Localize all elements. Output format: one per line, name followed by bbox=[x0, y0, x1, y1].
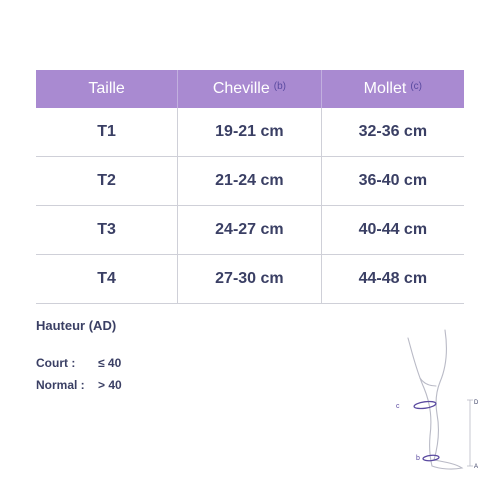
calf-measure-ring bbox=[414, 400, 437, 409]
ankle-cell: 19-21 cm bbox=[178, 108, 321, 157]
table-header-row bbox=[36, 70, 464, 108]
size-cell: T2 bbox=[36, 157, 178, 206]
header-cheville-sup: (b) bbox=[273, 81, 286, 92]
size-cell: T1 bbox=[36, 108, 178, 157]
height-label: Normal : bbox=[36, 378, 85, 392]
height-value: ≤ 40 bbox=[98, 356, 122, 370]
ankle-cell: 24-27 cm bbox=[178, 206, 321, 255]
calf-cell: 36-40 cm bbox=[321, 157, 464, 206]
leg-measurement-diagram bbox=[390, 320, 490, 470]
size-table bbox=[36, 70, 464, 304]
header-cheville: Cheville $^{(b)}$ bbox=[178, 70, 321, 108]
label-a: A bbox=[474, 464, 479, 470]
table-row bbox=[36, 206, 464, 255]
header-mollet: Mollet $^{(c)}$ bbox=[321, 70, 464, 108]
ankle-cell: 27-30 cm bbox=[178, 255, 321, 304]
ankle-cell: 21-24 cm bbox=[178, 157, 321, 206]
label-b: b bbox=[416, 455, 420, 462]
header-taille: Taille bbox=[36, 70, 178, 108]
height-row-court bbox=[36, 356, 121, 370]
table-row bbox=[36, 255, 464, 304]
table-row bbox=[36, 108, 464, 157]
leg-outline-front bbox=[434, 330, 446, 460]
label-c: c bbox=[396, 403, 400, 410]
label-d: D bbox=[474, 400, 479, 406]
calf-cell: 40-44 cm bbox=[321, 206, 464, 255]
height-title: Hauteur (AD) bbox=[36, 318, 117, 333]
table-row bbox=[36, 157, 464, 206]
height-row-normal bbox=[36, 378, 122, 392]
header-mollet-sup: (c) bbox=[410, 81, 422, 92]
height-value: > 40 bbox=[98, 378, 122, 392]
size-cell: T3 bbox=[36, 206, 178, 255]
calf-cell: 44-48 cm bbox=[321, 255, 464, 304]
calf-cell: 32-36 cm bbox=[321, 108, 464, 157]
size-cell: T4 bbox=[36, 255, 178, 304]
foot-outline bbox=[432, 460, 462, 469]
height-label: Court : bbox=[36, 356, 76, 370]
